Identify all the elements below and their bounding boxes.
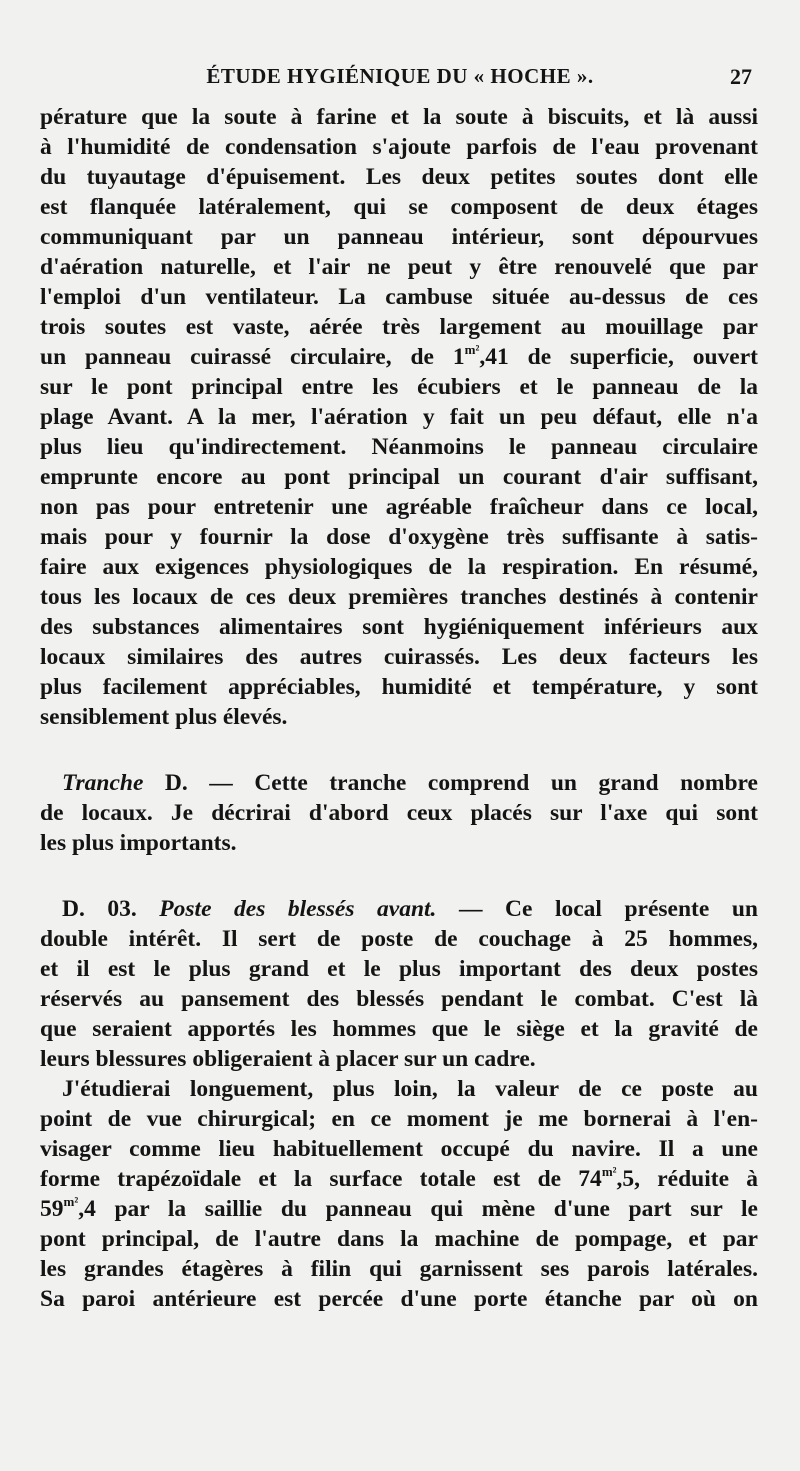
- italic-heading: Tranche: [62, 770, 144, 796]
- text-segment: D. — Cette tranche comprend un grand nombre: [143, 770, 758, 796]
- text-segment: ,41 de superficie, ouvert: [479, 344, 758, 370]
- paragraph-tranche-d: [40, 768, 758, 858]
- text-line: mais pour y fournir la dose d'oxygène très suffisante à satis-: [40, 524, 758, 550]
- text-line: plage Avant. A la mer, l'aération y fait un peu défaut, elle n'a: [40, 404, 758, 430]
- text-line: que seraient apportés les hommes que le siège et la gravité de: [40, 1016, 758, 1042]
- text-line: faire aux exigences physiologiques de la respiration. En résumé,: [40, 554, 758, 580]
- text-line: [40, 1194, 758, 1224]
- paragraph-soutes: [40, 102, 758, 732]
- text-line: sensiblement plus élevés.: [40, 704, 288, 730]
- unit-superscript: m²: [63, 1194, 79, 1209]
- body-text: [40, 102, 758, 1314]
- text-line: emprunte encore au pont principal un courant d'air suffisant,: [40, 464, 758, 490]
- text-line: les plus importants.: [40, 830, 237, 856]
- text-line: leurs blessures obligeraient à placer sur un cadre.: [40, 1046, 536, 1072]
- text-line: [40, 768, 758, 798]
- text-line: et il est le plus grand et le plus important des deux postes: [40, 956, 758, 982]
- text-segment: un panneau cuirassé circulaire, de 1: [40, 344, 465, 370]
- text-line: Sa paroi antérieure est percée d'une porte étanche par où on: [40, 1286, 758, 1312]
- text-line: d'aération naturelle, et l'air ne peut y être renouvelé que par: [40, 254, 758, 280]
- text-line: plus facilement appréciables, humidité et température, y sont: [40, 674, 758, 700]
- text-line: tous les locaux de ces deux premières tranches destinés à contenir: [40, 584, 758, 610]
- text-line: plus lieu qu'indirectement. Néanmoins le panneau circulaire: [40, 434, 758, 460]
- text-segment: forme trapézoïdale et la surface totale est de 74: [40, 1166, 602, 1192]
- text-line: locaux similaires des autres cuirassés. Les deux facteurs les: [40, 644, 758, 670]
- paragraph-poste-blesses: [40, 894, 758, 1074]
- page-header: [40, 64, 760, 98]
- text-line: réservés au pansement des blessés pendant le combat. C'est là: [40, 986, 758, 1012]
- paragraph-etude-poste: [40, 1074, 758, 1314]
- text-line: de locaux. Je décrirai d'abord ceux placés sur l'axe qui sont: [40, 800, 758, 826]
- section-number: D. 03.: [62, 896, 160, 922]
- text-line: [40, 342, 758, 372]
- unit-superscript: m²: [601, 1164, 617, 1179]
- text-line: non pas pour entretenir une agréable fraîcheur dans ce local,: [40, 494, 758, 520]
- text-line: à l'humidité de condensation s'ajoute parfois de l'eau provenant: [40, 134, 758, 160]
- page-number: 27: [730, 64, 752, 89]
- text-line: visager comme lieu habituellement occupé du navire. Il a une: [40, 1136, 758, 1162]
- text-line: double intérêt. Il sert de poste de couchage à 25 hommes,: [40, 926, 758, 952]
- text-line: du tuyautage d'épuisement. Les deux petites soutes dont elle: [40, 164, 758, 190]
- text-line: des substances alimentaires sont hygiéniquement inférieurs aux: [40, 614, 758, 640]
- text-line: [40, 1164, 758, 1194]
- text-line: est flanquée latéralement, qui se composent de deux étages: [40, 194, 758, 220]
- text-line: pont principal, de l'autre dans la machine de pompage, et par: [40, 1226, 758, 1252]
- text-line: point de vue chirurgical; en ce moment je me bornerai à l'en-: [40, 1106, 758, 1132]
- text-segment: — Ce local présente un: [436, 896, 758, 922]
- text-segment: ,4 par la saillie du panneau qui mène d'une part sur le: [78, 1196, 758, 1222]
- text-line: J'étudierai longuement, plus loin, la valeur de ce poste au: [62, 1076, 758, 1102]
- text-line: communiquant par un panneau intérieur, sont dépourvues: [40, 224, 758, 250]
- text-segment: 59: [40, 1196, 64, 1222]
- unit-superscript: m²: [464, 342, 480, 357]
- text-line: pérature que la soute à farine et la soute à biscuits, et là aussi: [40, 104, 758, 130]
- paragraph-gap: [40, 732, 758, 768]
- text-line: l'emploi d'un ventilateur. La cambuse située au-dessus de ces: [40, 284, 758, 310]
- text-line: [40, 894, 758, 924]
- paragraph-gap: [40, 858, 758, 894]
- text-line: trois soutes est vaste, aérée très largement au mouillage par: [40, 314, 758, 340]
- text-segment: ,5, réduite à: [616, 1166, 758, 1192]
- running-title: ÉTUDE HYGIÉNIQUE DU « HOCHE ».: [206, 64, 594, 88]
- italic-heading: Poste des blessés avant.: [159, 896, 437, 922]
- text-line: les grandes étagères à filin qui garnissent ses parois latérales.: [40, 1256, 758, 1282]
- text-line: sur le pont principal entre les écubiers et le panneau de la: [40, 374, 758, 400]
